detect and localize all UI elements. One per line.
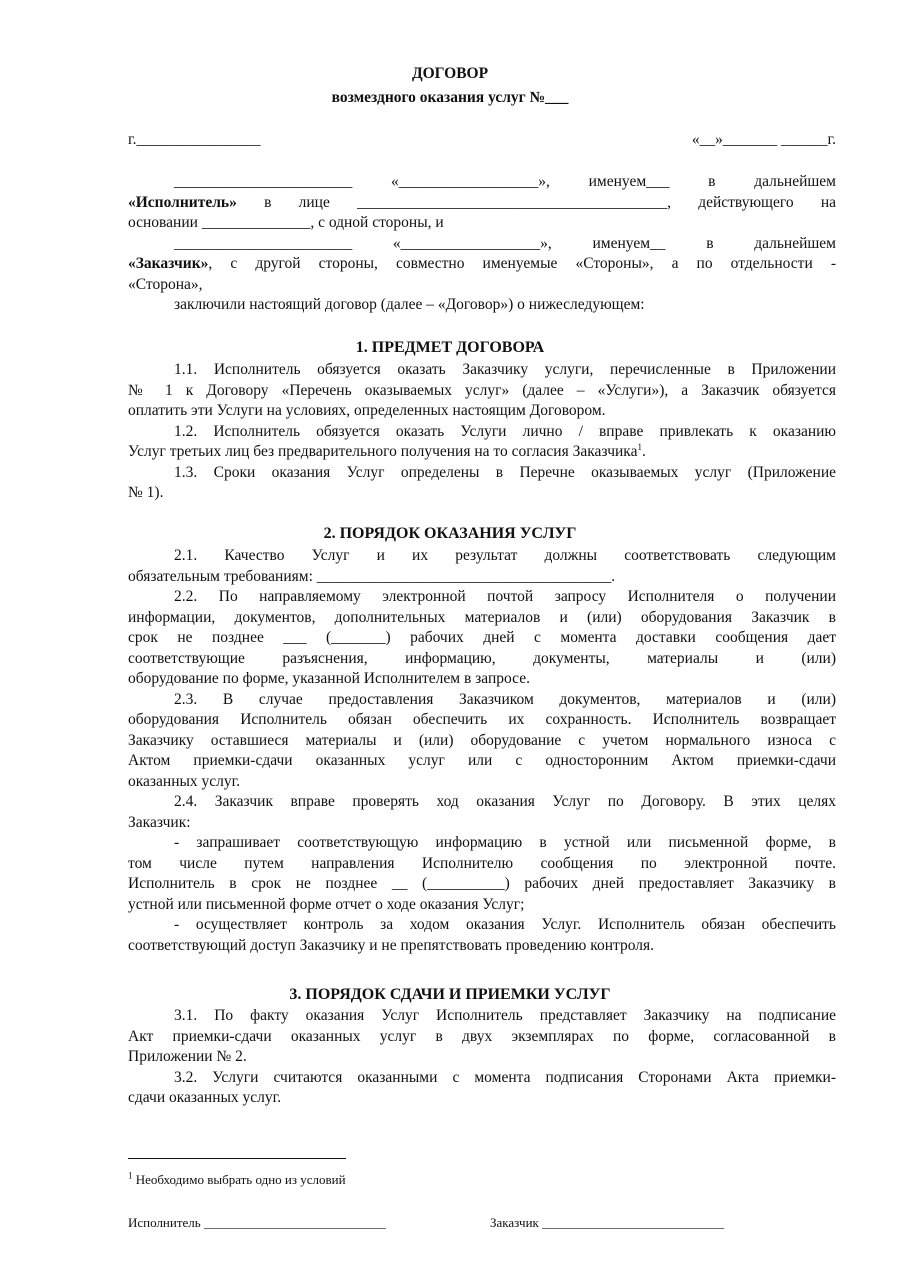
parties-line: заключили настоящий договор (далее – «Договор») о нижеследующем: — [174, 296, 645, 313]
text-line: устной или письменной форме отчет о ходе оказания Услуг; — [128, 895, 525, 913]
text-line: 1.1. Исполнитель обязуется оказать Заказчику услуги, перечисленные в Приложении — [174, 361, 836, 378]
parties-line: «Исполнитель» в лице ________________________________________, действующего на — [128, 193, 836, 211]
text-line: информации, документов, дополнительных материалов и (или) оборудования Заказчик в — [128, 608, 836, 626]
section-3-body — [128, 1006, 836, 1109]
document-title: ДОГОВОР — [411, 65, 489, 82]
section-2-body — [128, 546, 836, 956]
text-line: 2.4. Заказчик вправе проверять ход оказания Услуг по Договору. В этих целях — [174, 793, 836, 810]
section-1-body — [128, 360, 836, 504]
parties-line: основании ______________, с одной стороны, и — [128, 214, 444, 231]
text-line: оплатить эти Услуги на условиях, определенных настоящим Договором. — [128, 402, 606, 419]
text-line: - осуществляет контроль за ходом оказания Услуг. Исполнитель обязан обеспечить — [174, 916, 836, 933]
text-line: 2.3. В случае предоставления Заказчиком документов, материалов и (или) — [174, 690, 836, 708]
customer-signature: Заказчик ____________________________ — [490, 1215, 725, 1230]
executor-term: «Исполнитель» — [128, 193, 237, 211]
parties-block — [128, 172, 836, 316]
text-line: Заказчику оставшиеся материалы и (или) оборудование с учетом нормального износа с — [128, 731, 836, 749]
footnote: $^1$ Необходимо выбрать одно из условий — [128, 1170, 346, 1187]
text-line: № 1). — [128, 484, 164, 501]
date-field: «__»_______ ______г. — [691, 131, 836, 148]
text-line: соответствующие разъяснения, информацию, документы, материалы и (или) — [128, 649, 836, 667]
section-3-heading: 3. ПОРЯДОК СДАЧИ И ПРИЕМКИ УСЛУГ — [289, 986, 611, 1003]
city-field: г.________________ — [128, 131, 261, 148]
text-line: Заказчик: — [128, 813, 191, 831]
text-line: 1.2. Исполнитель обязуется оказать Услуги лично / вправе привлекать к оказанию — [174, 422, 836, 440]
text-line: оказанных услуг. — [128, 772, 241, 790]
text-line: Услуг третьих лиц без предварительного получения на то согласия Заказчика$^1$. — [128, 441, 646, 460]
parties-line: _______________________ «__________________», именуем__ в дальнейшем — [174, 234, 836, 252]
executor-signature: Исполнитель ____________________________ — [128, 1215, 386, 1230]
parties-line: «Заказчик», с другой стороны, совместно именуемые «Стороны», а по отдельности - — [128, 255, 836, 272]
text-line: том числе путем направления Исполнителю сообщения по электронной почте. — [128, 854, 836, 872]
text-line: Актом приемки-сдачи оказанных услуг или с односторонним Актом приемки-сдачи — [128, 752, 836, 769]
text-line: 2.2. По направляемому электронной почтой запросу Исполнителя о получении — [174, 588, 836, 605]
text-line: 3.2. Услуги считаются оказанными с момента подписания Сторонами Акта приемки- — [174, 1068, 836, 1086]
parties-line: _______________________ «__________________», именуем___ в дальнейшем — [174, 173, 836, 190]
text-line: соответствующий доступ Заказчику и не препятствовать проведению контроля. — [128, 936, 654, 954]
text-line: оборудование по форме, указанной Исполнителем в запросе. — [128, 670, 530, 687]
text-line: Акт приемки-сдачи оказанных услуг в двух экземплярах по форме, согласованной в — [128, 1027, 836, 1045]
text-line: срок не позднее ___ (_______) рабочих дней с момента доставки сообщения дает — [128, 629, 836, 646]
text-line: 3.1. По факту оказания Услуг Исполнитель представляет Заказчику на подписание — [174, 1007, 836, 1024]
footnote-ref: 1 — [637, 441, 642, 452]
customer-term: «Заказчик» — [128, 255, 209, 272]
text-line: оборудования Исполнитель обязан обеспечить их сохранность. Исполнитель возвращает — [128, 711, 836, 728]
footnote-divider — [128, 1158, 346, 1159]
text-line: сдачи оказанных услуг. — [128, 1089, 282, 1106]
section-1-heading: 1. ПРЕДМЕТ ДОГОВОРА — [355, 339, 545, 356]
text-line: 1.3. Сроки оказания Услуг определены в Перечне оказываемых услуг (Приложение — [174, 463, 836, 481]
text-line: обязательным требованиям: ______________________________________. — [128, 567, 616, 585]
footnote-mark: 1 — [128, 1170, 133, 1181]
text-line: - запрашивает соответствующую информацию в устной или письменной форме, в — [174, 834, 836, 851]
section-2-heading: 2. ПОРЯДОК ОКАЗАНИЯ УСЛУГ — [323, 525, 577, 542]
document-subtitle: возмездного оказания услуг №___ — [331, 89, 569, 106]
text-line: Приложении № 2. — [128, 1048, 247, 1065]
parties-line: «Сторона», — [128, 275, 203, 293]
text-line: № 1 к Договору «Перечень оказываемых услуг» (далее – «Услуги»), а Заказчик обязуется — [128, 381, 836, 399]
text-line: Исполнитель в срок не позднее __ (__________) рабочих дней предоставляет Заказчику в — [128, 875, 836, 892]
text-line: 2.1. Качество Услуг и их результат должны соответствовать следующим — [174, 547, 836, 564]
